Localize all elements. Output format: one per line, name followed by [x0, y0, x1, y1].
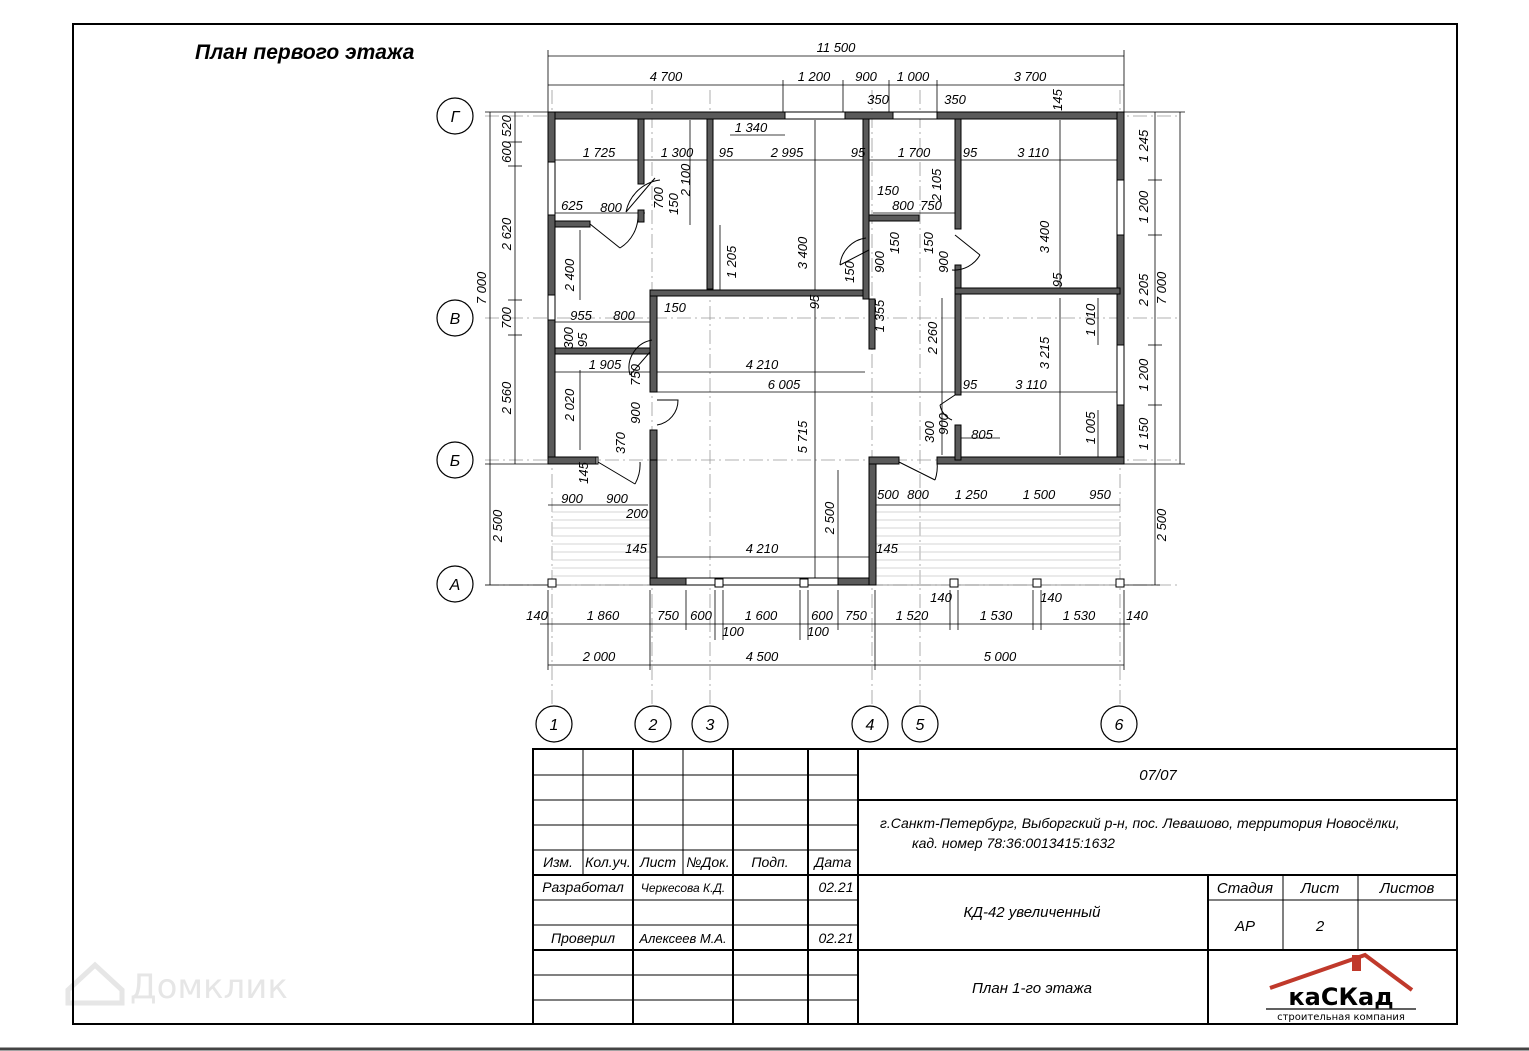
- dim-interior: 2 995: [770, 145, 804, 160]
- dim-interior: 700: [651, 187, 666, 209]
- dim-interior: 1 355: [872, 299, 887, 333]
- dim-interior: 95: [962, 377, 978, 392]
- dim-bottom: 600: [811, 608, 833, 623]
- dim-interior: 3 400: [1037, 220, 1052, 254]
- dim-interior: 145: [1050, 89, 1065, 111]
- dim-left-inner: 2 560: [499, 381, 514, 415]
- sheet-label: Лист: [1300, 880, 1340, 897]
- stage-label: Стадия: [1216, 880, 1274, 897]
- dim-interior: 3 215: [1037, 336, 1052, 370]
- dim-interior: 1 725: [582, 145, 616, 160]
- dim-interior: 370: [613, 432, 628, 454]
- dim-interior: 145: [576, 462, 591, 484]
- dim-interior: 150: [666, 193, 681, 215]
- dim-interior: 200: [626, 506, 648, 521]
- sheet-title: План 1-го этажа: [972, 980, 1092, 997]
- dim-left-outer: 2 500: [490, 509, 505, 543]
- dim-bottom: 1 520: [895, 608, 929, 623]
- dim-left-inner: 520: [499, 115, 514, 137]
- header-izm: Изм.: [543, 854, 573, 870]
- dim-left-inner: 700: [499, 307, 514, 329]
- axis-col-label: 4: [865, 717, 875, 734]
- address-line1: г.Санкт-Петербург, Выборгский р-н, пос. Левашово, территория Новосёлки,: [880, 815, 1400, 831]
- dim-interior: 2 100: [678, 163, 693, 197]
- dim-interior: 1 300: [660, 145, 694, 160]
- dim-interior: 950: [1089, 487, 1111, 502]
- axis-bubbles: [437, 98, 1137, 742]
- header-sign: Подп.: [751, 854, 789, 870]
- dim-left-inner: 2 620: [499, 217, 514, 251]
- logo-subtitle: строительная компания: [1277, 1012, 1405, 1023]
- dim-bottom: 750: [845, 608, 867, 623]
- dim-interior: 1 010: [1083, 303, 1098, 337]
- dim-bottom: 1 530: [1062, 608, 1096, 623]
- dim-interior: 900: [936, 251, 951, 273]
- dim-interior: 150: [921, 232, 936, 254]
- dim-interior: 1 250: [954, 487, 988, 502]
- dim-interior: 145: [625, 541, 647, 556]
- dim-interior: 800: [892, 198, 914, 213]
- developed-date: 02.21: [818, 879, 854, 895]
- dim-bottom: 1 600: [744, 608, 778, 623]
- dim-interior: 3 110: [1017, 145, 1049, 160]
- dim-bottom: 1 860: [586, 608, 620, 623]
- dim-left-inner: 600: [499, 141, 514, 163]
- dim-right-inner: 1 200: [1136, 358, 1151, 392]
- dim-bottom-sub: 100: [807, 624, 829, 639]
- axis-col-label: 2: [648, 717, 658, 734]
- dim-top: 4 700: [649, 69, 683, 84]
- dim-interior: 4 210: [745, 357, 779, 372]
- dim-interior: 2 400: [562, 258, 577, 292]
- dim-interior: 150: [664, 300, 686, 315]
- developed-name: Черкесова К.Д.: [640, 881, 726, 895]
- dim-interior: 800: [600, 200, 622, 215]
- dim-interior: 3 110: [1015, 377, 1047, 392]
- axis-row-label: В: [449, 311, 461, 328]
- dim-interior: 6 005: [767, 377, 801, 392]
- project-name: КД-42 увеличенный: [963, 904, 1101, 921]
- dim-interior: 2 260: [925, 321, 940, 355]
- dim-interior: 1 205: [724, 245, 739, 279]
- axis-col-label: 6: [1114, 717, 1124, 734]
- sheet-code: 07/07: [1139, 767, 1177, 784]
- dim-interior: 800: [613, 308, 635, 323]
- dim-right-inner: 2 500: [1154, 508, 1169, 542]
- dim-bottom: 140: [1126, 608, 1148, 623]
- dim-bottom-axes: 2 000: [582, 649, 616, 664]
- dim-interior: 150: [877, 183, 899, 198]
- dim-interior: 900: [628, 402, 643, 424]
- dim-interior: 145: [876, 541, 898, 556]
- dim-top: 900: [855, 69, 877, 84]
- dim-top: 3 700: [1013, 69, 1047, 84]
- watermark-text: Домклик: [130, 967, 288, 1007]
- dim-interior: 750: [628, 364, 643, 386]
- dim-interior: 95: [1050, 272, 1065, 288]
- dim-bottom-axes: 4 500: [745, 649, 779, 664]
- dim-interior: 900: [936, 413, 951, 435]
- dim-interior: 150: [887, 232, 902, 254]
- dim-interior: 350: [944, 92, 966, 107]
- dim-right-inner: 2 205: [1136, 273, 1151, 307]
- dim-interior: 625: [561, 198, 583, 213]
- dim-interior: 2 105: [929, 168, 944, 202]
- dim-bottom: 140: [526, 608, 548, 623]
- dim-interior: 1 340: [734, 120, 768, 135]
- page-title: План первого этажа: [195, 41, 415, 64]
- dim-right-inner: 1 200: [1136, 190, 1151, 224]
- axis-row-label: А: [449, 577, 461, 594]
- dim-bottom: 600: [690, 608, 712, 623]
- dim-top-total: 11 500: [816, 40, 856, 55]
- dim-right-inner: 1 245: [1136, 129, 1151, 163]
- dim-interior: 300: [561, 327, 576, 349]
- dim-right-outer: 7 000: [1154, 271, 1169, 305]
- dim-interior: 1 905: [588, 357, 622, 372]
- checked-label: Проверил: [551, 930, 615, 946]
- dim-bottom: 1 530: [979, 608, 1013, 623]
- dim-interior: 1 700: [897, 145, 931, 160]
- house-icon: [68, 965, 122, 1003]
- dim-interior: 95: [850, 145, 866, 160]
- dim-interior: 500: [877, 487, 899, 502]
- dim-interior: 150: [842, 261, 857, 283]
- dim-bottom-axes: 5 000: [983, 649, 1017, 664]
- address-line2: кад. номер 78:36:0013415:1632: [912, 835, 1115, 851]
- sheet-value: 2: [1315, 918, 1325, 935]
- dim-interior: 1 005: [1083, 411, 1098, 445]
- checked-date: 02.21: [818, 930, 854, 946]
- dim-interior: 95: [718, 145, 734, 160]
- dim-interior: 900: [872, 251, 887, 273]
- dim-interior: 750: [920, 198, 942, 213]
- dim-interior: 4 210: [745, 541, 779, 556]
- header-date: Дата: [814, 854, 852, 870]
- dim-bottom: 140: [930, 590, 952, 605]
- developed-label: Разработал: [542, 879, 624, 895]
- axis-row-label: Г: [450, 109, 460, 126]
- dim-bottom: 140: [1040, 590, 1062, 605]
- axis-col-label: 5: [915, 717, 925, 734]
- axis-col-label: 3: [705, 717, 715, 734]
- dim-interior: 2 500: [822, 501, 837, 535]
- dim-interior: 955: [570, 308, 592, 323]
- header-doc: №Док.: [686, 854, 730, 870]
- dim-interior: 900: [561, 491, 583, 506]
- dim-top: 1 000: [896, 69, 930, 84]
- header-kol: Кол.уч.: [585, 854, 631, 870]
- title-block-text: [542, 767, 1434, 997]
- dim-interior: 300: [922, 421, 937, 443]
- dim-interior: 350: [867, 92, 889, 107]
- dim-bottom: 750: [657, 608, 679, 623]
- sheets-label: Листов: [1379, 880, 1435, 897]
- dim-interior: 1 500: [1022, 487, 1056, 502]
- company-logo: [1266, 955, 1416, 1023]
- dim-interior: 5 715: [795, 420, 810, 454]
- dim-interior: 95: [807, 294, 822, 310]
- dim-interior: 3 400: [795, 236, 810, 270]
- axis-col-label: 1: [549, 717, 559, 734]
- dim-right-inner: 1 150: [1136, 417, 1151, 451]
- dim-left-outer: 7 000: [474, 271, 489, 305]
- checked-name: Алексеев М.А.: [639, 931, 727, 946]
- logo-name: каСКад: [1288, 983, 1394, 1011]
- dim-interior: 900: [606, 491, 628, 506]
- dim-interior: 805: [971, 427, 993, 442]
- dim-top: 1 200: [797, 69, 831, 84]
- dim-interior: 2 020: [562, 388, 577, 422]
- stage-value: АР: [1234, 918, 1256, 935]
- header-list: Лист: [639, 854, 677, 870]
- dim-interior: 800: [907, 487, 929, 502]
- dim-interior: 95: [962, 145, 978, 160]
- dim-bottom-sub: 100: [722, 624, 744, 639]
- dim-interior: 95: [575, 332, 590, 348]
- watermark: [68, 965, 288, 1007]
- axis-row-label: Б: [449, 453, 461, 470]
